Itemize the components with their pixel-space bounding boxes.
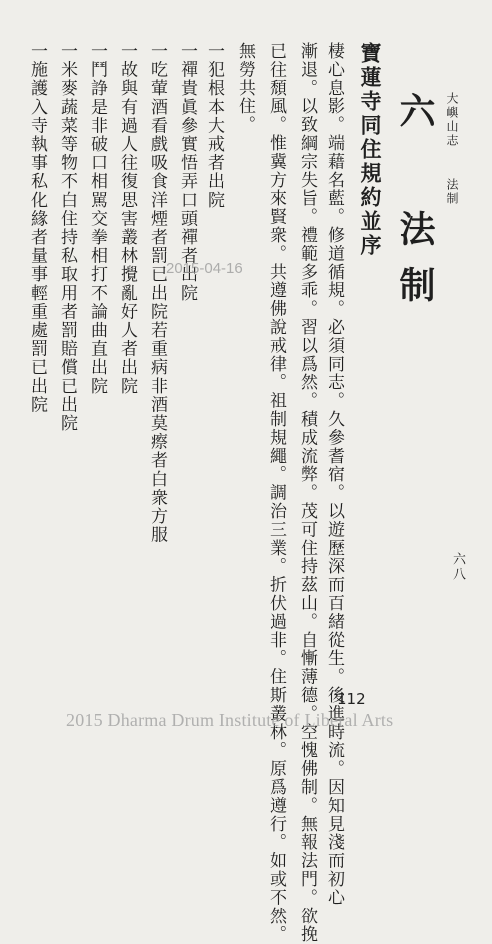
rule-item: 一施護入寺執事私化緣者量事輕重處罰已出院 [27, 42, 47, 414]
preface-column: 漸退。以致綱宗失旨。禮範多乖。習以爲然。積成流弊。茂可住持茲山。自慚薄德。空愧佛制。無報法門。欲挽 [297, 42, 317, 944]
chapter-heading: 六 法制 [394, 92, 436, 322]
footer-watermark: 2015 Dharma Drum Institute of Liberal Arts [66, 710, 394, 730]
rule-item: 一米麥蔬菜等物不白住持私取用者罰賠償已出院 [57, 42, 77, 433]
rule-item: 一鬥諍是非破口相駡交拳相打不論曲直出院 [87, 42, 107, 396]
section-label-header: 法制 [445, 178, 459, 206]
page-number: 112 [337, 690, 366, 708]
rule-item: 一犯根本大戒者出院 [204, 42, 224, 210]
book-title-header: 大嶼山志 [445, 92, 459, 148]
side-page-number: 六八 [450, 552, 465, 582]
preface-column: 無勞共住。 [235, 42, 255, 134]
rule-item: 一禪貴眞參實悟弄口頭禪者出院 [177, 42, 197, 303]
preface-column: 棲心息影。端藉名藍。修道循規。必須同志。久參耆宿。以遊歷深而百緒從生。後進時流。因知見淺而初心 [324, 42, 344, 907]
date-watermark: 2015-04-16 [166, 260, 243, 277]
rule-item: 一吃葷酒看戲吸食洋煙者罰已出院若重病非酒莫瘵者白衆方服 [147, 42, 167, 545]
preface-column: 已往頹風。惟冀方來賢衆。共遵佛說戒律。祖制規繩。調治三業。折伏過非。住斯叢林。原爲遵行。如或不然。 [266, 42, 286, 944]
rule-item: 一故與有過人往復思害叢林攪亂好人者出院 [117, 42, 137, 396]
section-title: 寶蓮寺同住規約並序 [358, 42, 383, 258]
